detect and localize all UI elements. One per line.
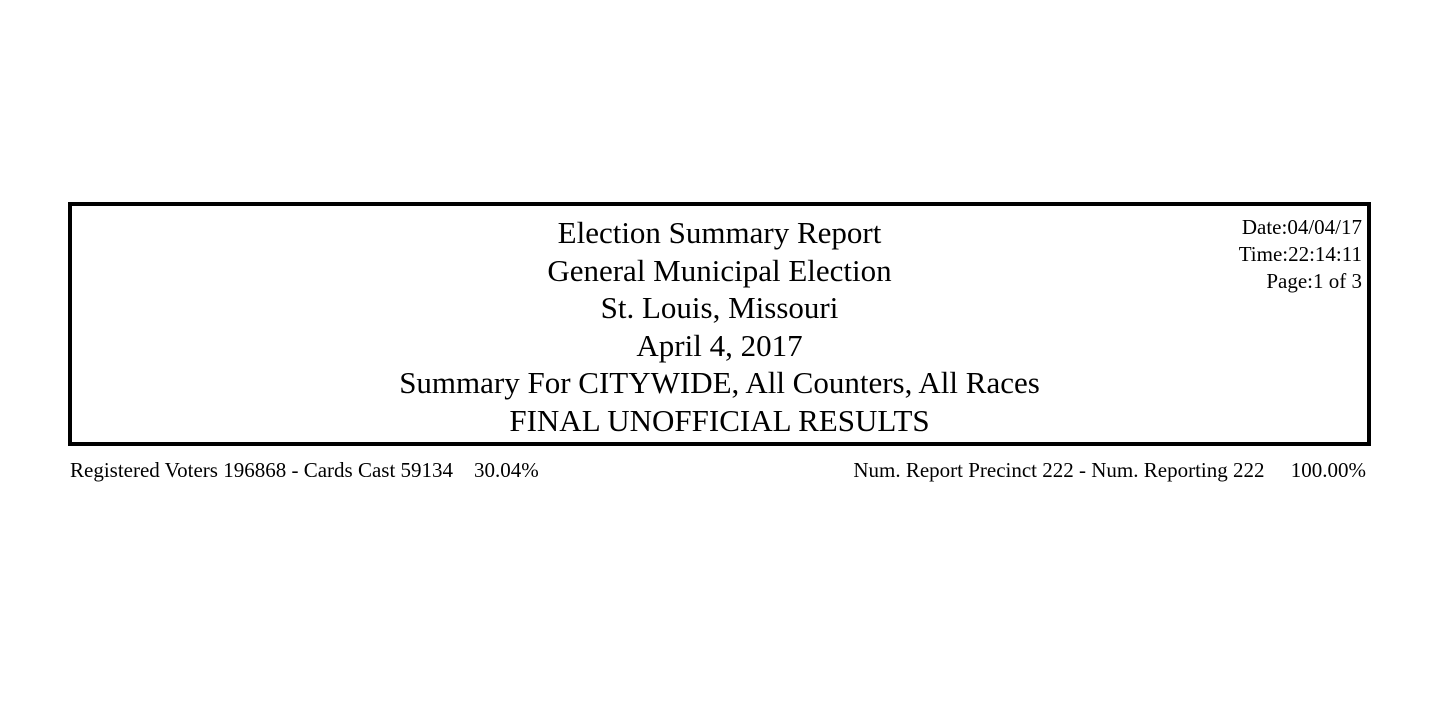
report-header-box	[68, 202, 1371, 446]
report-time: Time:22:14:11	[1238, 242, 1362, 266]
report-title-block	[72, 214, 1367, 439]
report-meta	[1239, 214, 1362, 295]
report-title: Election Summary Report	[557, 215, 882, 250]
page-number: Page:1 of 3	[1266, 269, 1362, 293]
voter-turnout-stats: Registered Voters 196868 - Cards Cast 59134 30.04%	[70, 458, 539, 482]
report-date: Date:04/04/17	[1241, 215, 1362, 239]
jurisdiction: St. Louis, Missouri	[600, 290, 839, 325]
precinct-reporting-stats: Num. Report Precinct 222 - Num. Reporting 222 100.00%	[853, 458, 1366, 482]
election-name: General Municipal Election	[547, 252, 892, 288]
election-date: April 4, 2017	[636, 327, 803, 363]
results-status: FINAL UNOFFICIAL RESULTS	[509, 402, 930, 438]
summary-scope: Summary For CITYWIDE, All Counters, All Races	[399, 365, 1040, 400]
